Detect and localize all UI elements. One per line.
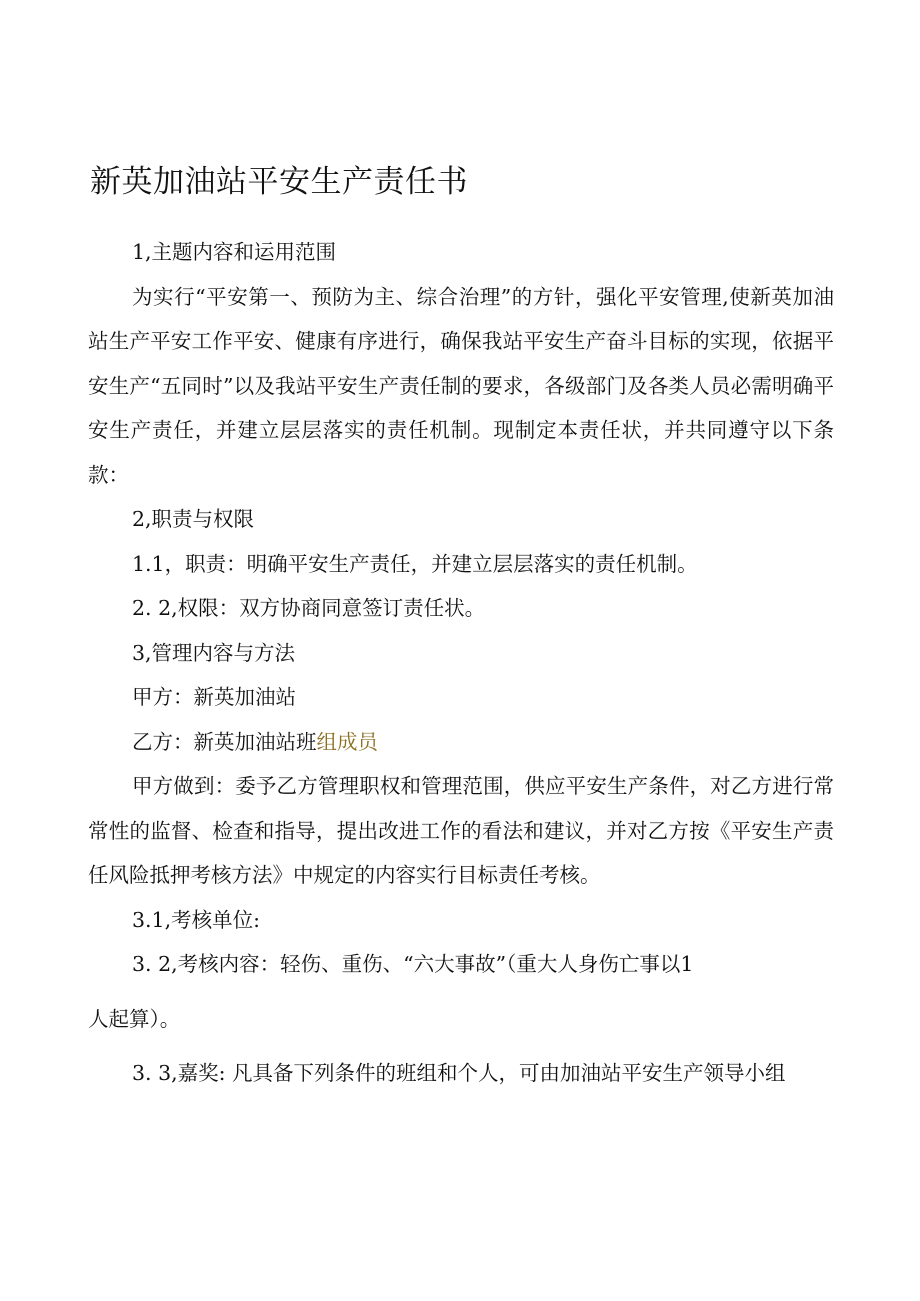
clause-duty: 1.1，职责：明确平安生产责任，并建立层层落实的责任机制。 [132,551,698,576]
clause-assessment-content: 3. 2,考核内容：轻伤、重伤、“六大事故”（重大人身伤亡事以1 [132,952,694,976]
intro-paragraph: 为实行“平安第一、预防为主、综合治理”的方针，强化平安管理,使新英加油站生产平安工作平安、健康有序进行，确保我站平安生产奋斗目标的实现，依据平安生产“五同时”以及我站平安生产责任制的要求，各级部门及各类人员必需明确平安生产责任，并建立层层落实的责任机制。现制定本责任状，并共同遵守以下条款： [88,284,834,487]
party-b [88,720,834,765]
clause-assessment-content-continued: 人起算）。 [88,1006,181,1031]
document-title: 新英加油站平安生产责任书 [90,164,468,200]
clause-rewards: 3. 3,嘉奖: 凡具备下列条件的班组和个人，可由加油站平安生产领导小组 [132,1061,786,1085]
section-heading-scope: 1,主题内容和运用范围 [132,240,337,264]
party-a: 甲方：新英加油站 [132,685,296,709]
clause-authority: 2. 2,权限：双方协商同意签订责任状。 [132,596,486,620]
document-body [88,230,834,1096]
party-b-prefix: 乙方：新英加油站班 [132,729,317,754]
section-heading-duties: 2,职责与权限 [132,507,255,531]
party-a-obligations: 甲方做到：委予乙方管理职权和管理范围，供应平安生产条件，对乙方进行常常性的监督、检查和指导，提出改进工作的看法和建议，并对乙方按《平安生产责任风险抵押考核方法》中规定的内容实行目标责任考核。 [88,774,834,887]
section-heading-management: 3,管理内容与方法 [132,640,296,665]
clause-assessment-unit: 3.1,考核单位: [132,907,261,932]
party-b-highlight: 组成员 [316,729,378,754]
